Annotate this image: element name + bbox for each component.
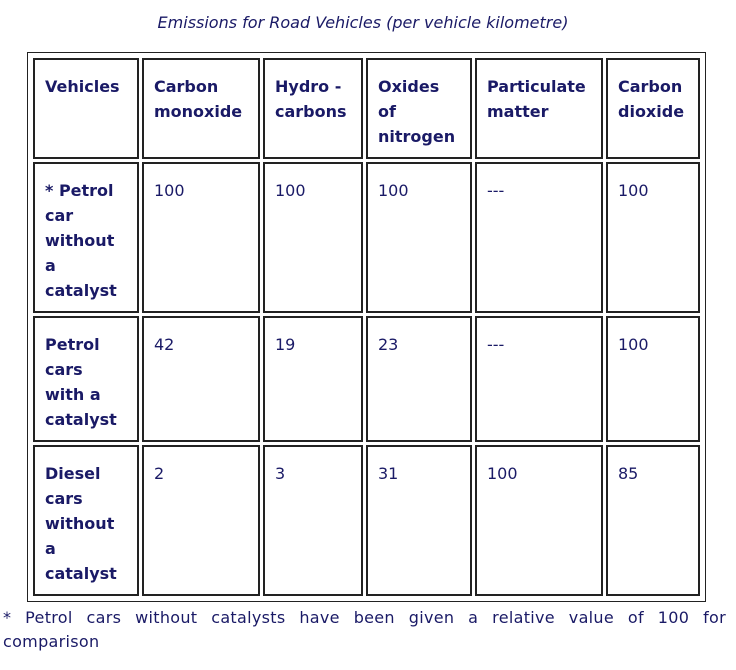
table-cell: 42 — [142, 316, 260, 442]
table-cell: --- — [475, 316, 603, 442]
row-label: Diesel cars without a catalyst — [33, 445, 139, 596]
row-label: Petrol cars with a catalyst — [33, 316, 139, 442]
table-cell: 2 — [142, 445, 260, 596]
header-row — [33, 58, 700, 159]
table-row — [33, 162, 700, 313]
column-header-carbon-monoxide: Carbon monoxide — [142, 58, 260, 159]
table-cell: 19 — [263, 316, 363, 442]
emissions-table — [27, 52, 706, 602]
column-header-oxides-of-nitrogen: Oxides of nitrogen — [366, 58, 472, 159]
table-cell: 100 — [142, 162, 260, 313]
table-cell: 100 — [263, 162, 363, 313]
column-header-vehicles: Vehicles — [33, 58, 139, 159]
table-cell: 100 — [606, 316, 700, 442]
row-label: * Petrol car without a catalyst — [33, 162, 139, 313]
table-cell: 100 — [475, 445, 603, 596]
table-row — [33, 316, 700, 442]
table-cell: --- — [475, 162, 603, 313]
table-footnote: * Petrol cars without catalysts have been given a relative value of 100 for comparison — [3, 608, 726, 651]
table-cell: 23 — [366, 316, 472, 442]
table-cell: 85 — [606, 445, 700, 596]
table-cell: 100 — [606, 162, 700, 313]
table-caption: Emissions for Road Vehicles (per vehicle kilometre) — [157, 13, 569, 32]
column-header-carbon-dioxide: Carbon dioxide — [606, 58, 700, 159]
column-header-hydrocarbons: Hydro - carbons — [263, 58, 363, 159]
column-header-particulate-matter: Particulate matter — [475, 58, 603, 159]
table-row — [33, 445, 700, 596]
table-cell: 31 — [366, 445, 472, 596]
table-cell: 3 — [263, 445, 363, 596]
table-cell: 100 — [366, 162, 472, 313]
